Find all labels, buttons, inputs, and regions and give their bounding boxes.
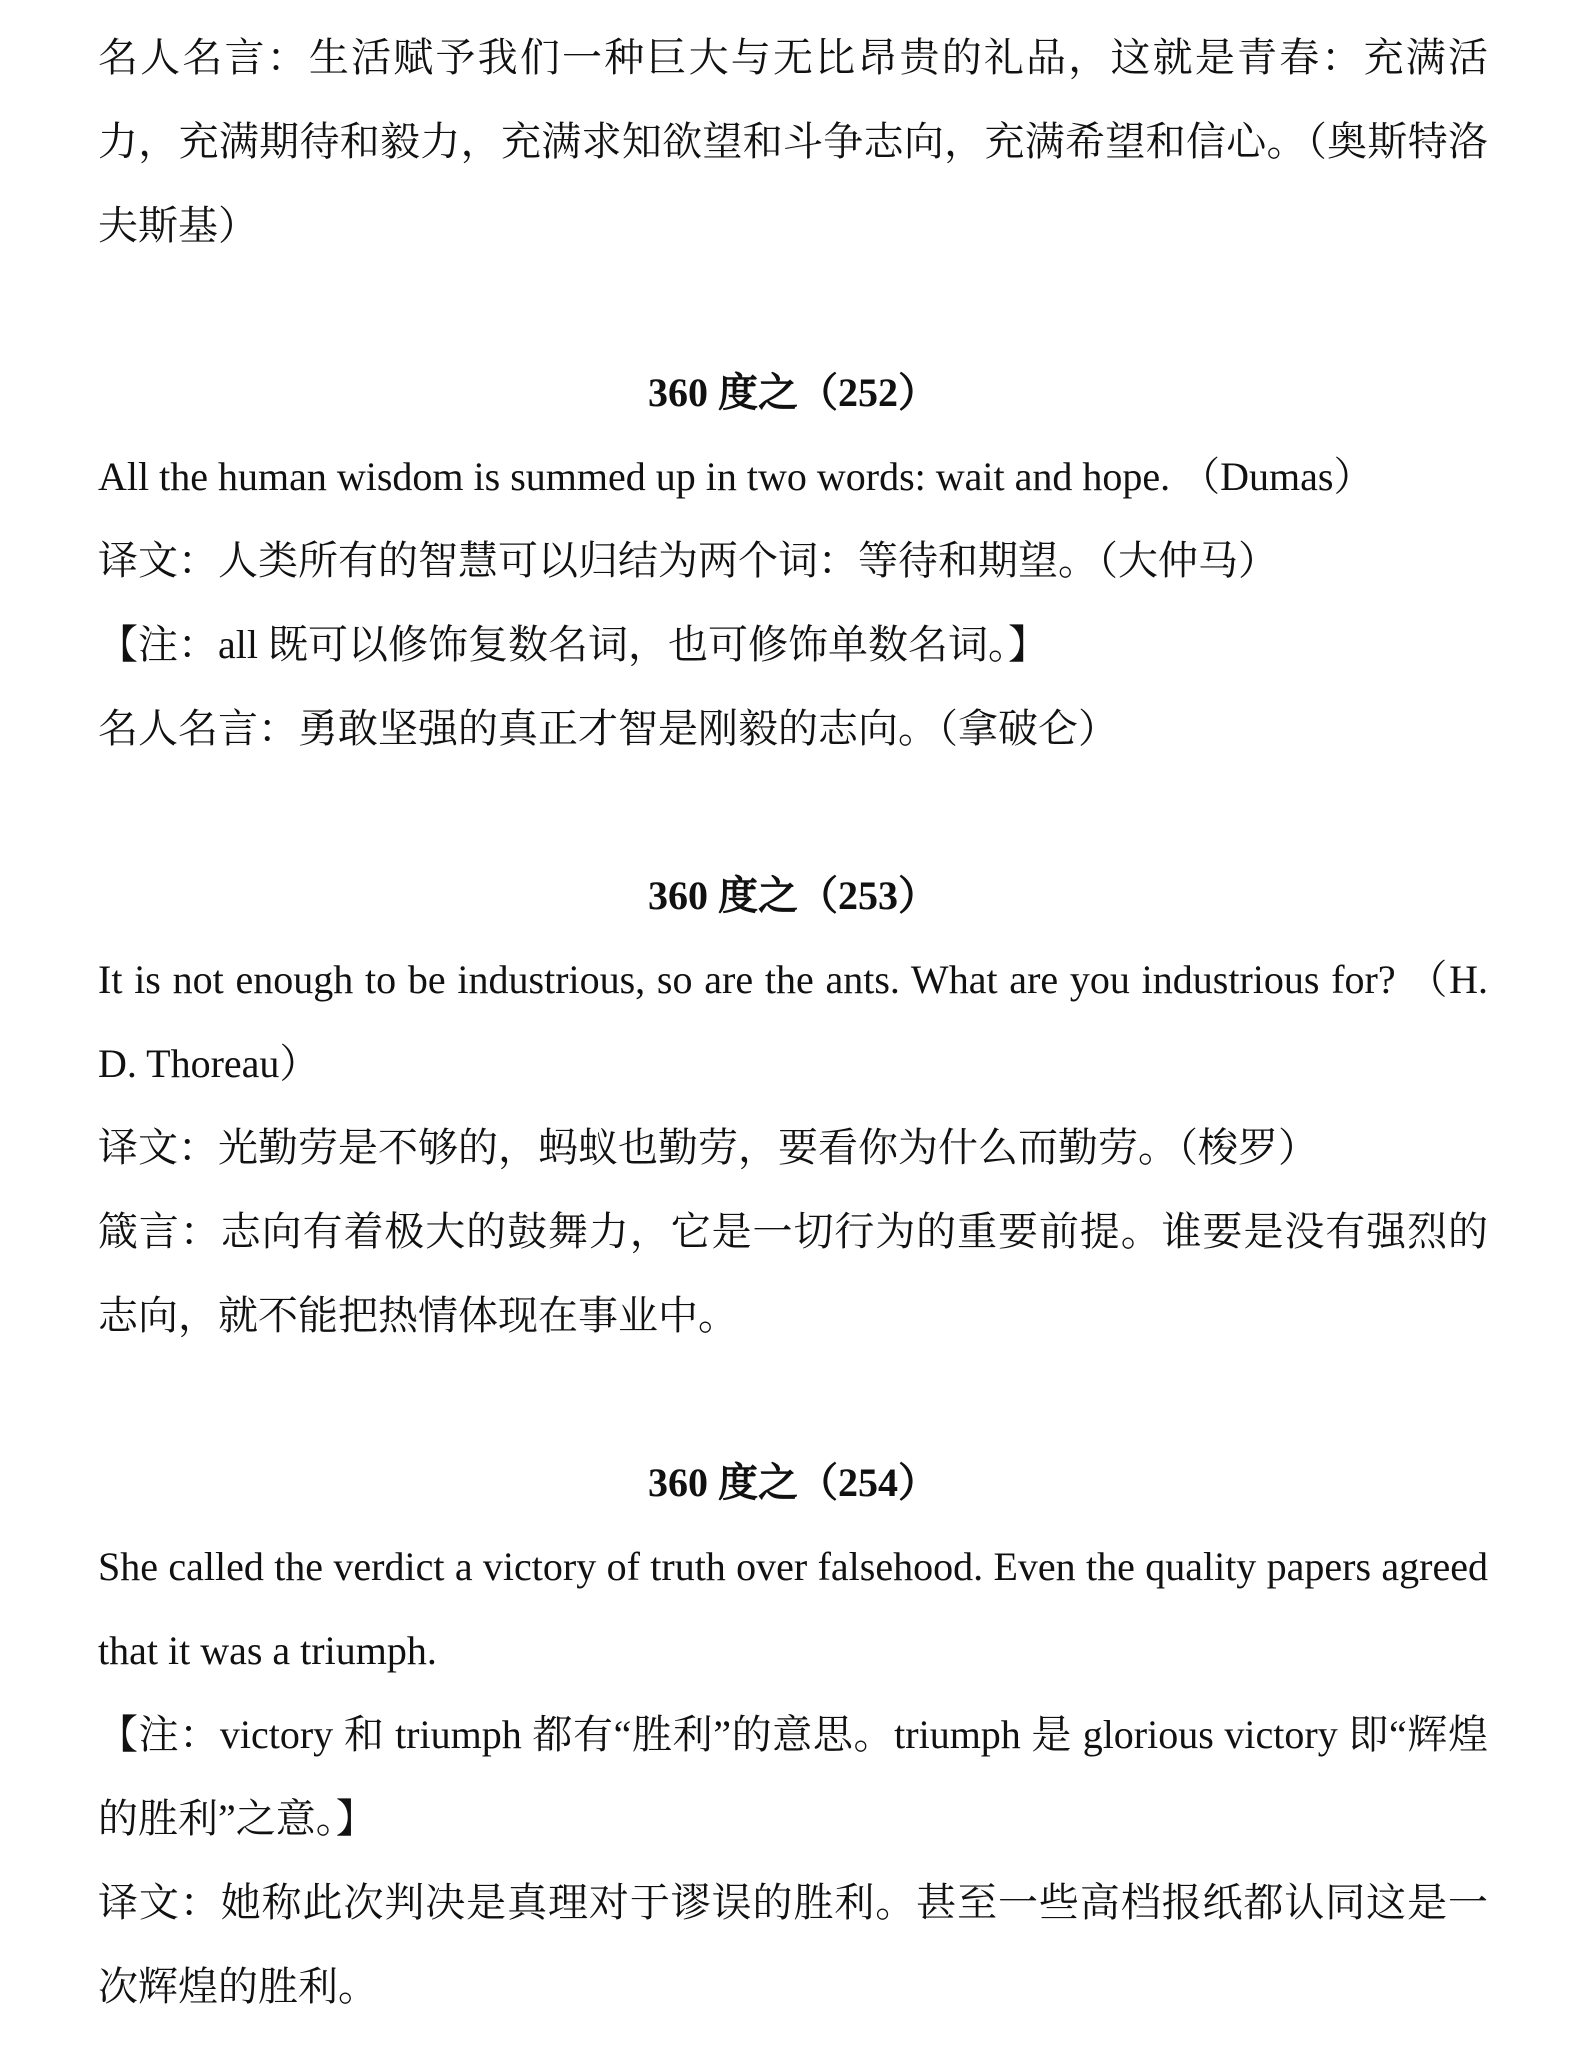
section-254-translation: 译文：她称此次判决是真理对于谬误的胜利。甚至一些高档报纸都认同这是一次辉煌的胜利。 — [98, 1880, 1488, 2009]
section-title-254: 360 度之（254） — [648, 1460, 938, 1505]
section-252-note: 【注：all 既可以修饰复数名词，也可修饰单数名词。】 — [98, 622, 1048, 667]
document-page — [98, 0, 1488, 2029]
section-252-translation: 译文：人类所有的智慧可以归结为两个词：等待和期望。（大仲马） — [98, 538, 1278, 583]
section-253-motto: 箴言：志向有着极大的鼓舞力，它是一切行为的重要前提。谁要是没有强烈的志向，就不能把热情体现在事业中。 — [98, 1209, 1488, 1338]
section-253-translation: 译文：光勤劳是不够的，蚂蚁也勤劳，要看你为什么而勤劳。（梭罗） — [98, 1125, 1318, 1170]
section-gap — [98, 268, 1488, 351]
section-252-quote: 名人名言：勇敢坚强的真正才智是刚毅的志向。（拿破仑） — [98, 706, 1118, 751]
section-254-english: She called the verdict a victory of truth over falsehood. Even the quality papers agreed that it was a triumph. — [98, 1544, 1488, 1673]
section-title-252: 360 度之（252） — [648, 370, 938, 415]
section-gap — [98, 771, 1488, 854]
intro-quote: 名人名言：生活赋予我们一种巨大与无比昂贵的礼品，这就是青春：充满活力，充满期待和毅力，充满求知欲望和斗争志向，充满希望和信心。（奥斯特洛夫斯基） — [98, 35, 1488, 248]
section-title-253: 360 度之（253） — [648, 873, 938, 918]
section-254-note: 【注：victory 和 triumph 都有“胜利”的意思。triumph 是 glorious victory 即“辉煌的胜利”之意。】 — [98, 1712, 1488, 1841]
section-gap — [98, 1358, 1488, 1441]
section-253-english: It is not enough to be industrious, so are the ants. What are you industrious for? （H. D. Thoreau） — [98, 957, 1488, 1086]
section-252-english: All the human wisdom is summed up in two words: wait and hope. （Dumas） — [98, 454, 1374, 499]
